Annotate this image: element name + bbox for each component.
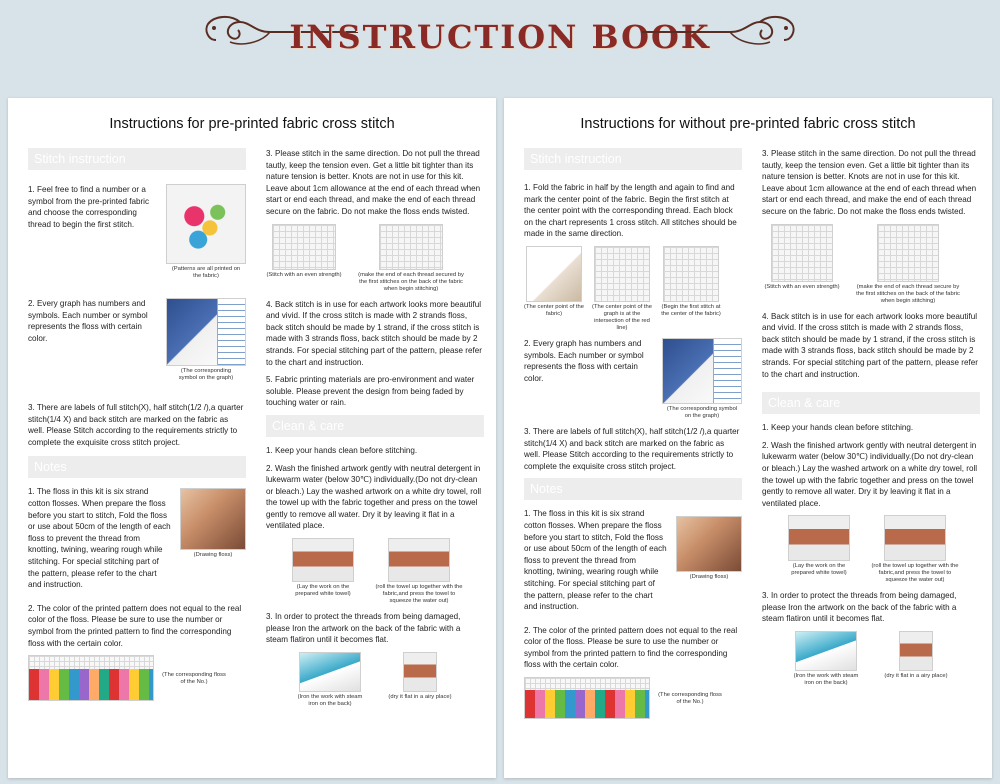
steam-iron-photo xyxy=(299,652,361,692)
stitch-step-2 xyxy=(524,338,742,420)
figure-caption: (The corresponding symbol on the graph) xyxy=(178,368,234,381)
figure-caption: (The corresponding symbol on the graph) xyxy=(666,405,738,419)
first-stitch-photo xyxy=(663,246,719,302)
floss-palette-photo xyxy=(524,677,650,719)
drawing-floss-photo xyxy=(180,488,246,550)
figure xyxy=(524,246,584,318)
figure xyxy=(662,338,742,420)
figure-caption: (Stitch with an even strength) xyxy=(266,271,342,278)
graph-chart-image xyxy=(662,338,742,404)
figure-row xyxy=(762,515,980,584)
figure-caption: (roll the towel up together with the fabric,and press the towel to squeeze the water out) xyxy=(871,563,959,584)
figure xyxy=(356,224,466,293)
step-text: 2. Every graph has numbers and symbols. Each number or symbol represents the floss with certain color. xyxy=(28,299,148,343)
section-heading-notes: Notes xyxy=(28,456,246,478)
right-flourish-icon xyxy=(640,10,800,50)
stitch-step-3b: 3. Please stitch in the same direction. Do not pull the thread tautly, keep the tension even. Get a little bit tighter than its nature tension is better. Knots are not in use for this kit. Leave about 1cm allowance at the end of each thread when start or end each thread, and make the end of each thread secure on the fabric. Do not make the floss ends twisted. xyxy=(266,149,481,216)
section-heading-clean: Clean & care xyxy=(266,415,484,437)
banner xyxy=(0,0,1000,92)
right-page-title: Instructions for without pre-printed fabric cross stitch xyxy=(580,116,916,132)
graph-chart-image xyxy=(166,298,246,366)
figure-caption: (Drawing floss) xyxy=(689,574,729,581)
stitch-step-4: 4. Back stitch is in use for each artwork looks more beautiful and vivid. If the cross stitch is made with 2 strands floss, back stitch should be made by 1 strand, if the cross stitch is made with 3 strands floss, back stitch should be made by 2 strands. For special stitching part of the pattern, please refer to the chart and instruction. xyxy=(266,299,482,367)
banner-title: INSTRUCTION BOOK xyxy=(289,18,711,56)
figure xyxy=(878,631,954,680)
towel-photo xyxy=(292,538,354,582)
stitch-step-2 xyxy=(28,298,246,382)
dry-flat-photo xyxy=(899,631,933,671)
clean-step-2: 2. Wash the finished artwork gently with neutral detergent in lukewarm water (below 30℃) individually.(Do not dry-clean or bleach.) Lay the washed artwork on a white dry towel, roll the towel up with the fabric together and press on the towel gently to remove all water. Dry it by leaving it flat in a ventilated place. xyxy=(762,440,978,508)
roll-towel-photo xyxy=(388,538,450,582)
floss-figure-row xyxy=(524,677,742,719)
graph-center-image xyxy=(594,246,650,302)
figure xyxy=(166,184,246,280)
stitch-step-5: 5. Fabric printing materials are pro-environment and water soluble. Please prevent the design from being faded by touching water or rain. xyxy=(266,375,475,408)
clean-step-1: 1. Keep your hands clean before stitching. xyxy=(762,423,914,433)
stitch-step-3: 3. There are labels of full stitch(X), half stitch(1/2 /),a quarter stitch(1/4 X) and back stitch are marked on the fabric as well. Please Stitch according to the requirements strictly to complete the exquisite cross stitch project. xyxy=(28,403,244,447)
figure-row xyxy=(266,538,484,605)
step-text: 2. Every graph has numbers and symbols. Each number or symbol represents the floss with certain color. xyxy=(524,338,644,383)
section-heading-stitch: Stitch instruction xyxy=(524,148,742,170)
step-text: 1. The floss in this kit is six strand cotton flosses. When prepare the floss before you start to stitch, Fold the floss or use about 50cm of the length of each floss to prevent the thread from knotting, twining, wearing rough while stitching. For special stitching part of the pattern, please refer to the chart and instruction. xyxy=(28,487,171,590)
notes-step-1 xyxy=(28,486,246,596)
clean-step-1: 1. Keep your hands clean before stitching. xyxy=(266,445,418,455)
thread-end-photo xyxy=(877,224,939,282)
figure-caption: (Lay the work on the prepared white towel) xyxy=(791,563,847,577)
figure xyxy=(382,652,458,701)
notes-step-2: 2. The color of the printed pattern does not equal to the real color of the floss. Please be sure to use the number or symbol from the printed pattern to find the corresponding floss with the certain color. xyxy=(524,625,738,670)
right-page xyxy=(504,98,992,778)
figure-caption: (make the end of each thread secured by the first stitches on the back of the fabric when begin stitching) xyxy=(358,271,464,292)
figure xyxy=(266,224,342,279)
left-column-b xyxy=(266,148,484,714)
even-stitch-photo xyxy=(771,224,833,282)
figure-caption: (The corresponding floss of the No.) xyxy=(162,672,226,686)
figure xyxy=(788,631,864,687)
left-page xyxy=(8,98,496,778)
even-stitch-photo xyxy=(272,224,336,270)
section-heading-clean: Clean & care xyxy=(762,392,980,414)
figure xyxy=(292,652,368,708)
figure-row xyxy=(524,246,742,332)
section-heading-notes: Notes xyxy=(524,478,742,500)
figure xyxy=(676,516,742,581)
section-heading-stitch: Stitch instruction xyxy=(28,148,246,170)
figure-row xyxy=(266,224,484,293)
thread-end-photo xyxy=(379,224,443,270)
figure-caption: (Stitch with an even strength) xyxy=(764,283,840,290)
figure-row xyxy=(266,652,484,708)
figure xyxy=(180,488,246,559)
figure-caption: (Lay the work on the prepared white towel) xyxy=(295,584,351,598)
notes-step-1 xyxy=(524,508,742,618)
figure xyxy=(856,224,960,305)
printed-fabric-photo xyxy=(166,184,246,264)
clean-step-2: 2. Wash the finished artwork gently with neutral detergent in lukewarm water (below 30℃) individually.(Do not dry-clean or bleach.) Lay the washed artwork on a white dry towel, roll the towel up with the fabric together and press on the towel gently to remove all water. Dry it by leaving it flat in a ventilated place. xyxy=(266,463,482,531)
dry-flat-photo xyxy=(403,652,437,692)
figure-caption: (make the end of each thread secure by the first stitches on the back of the fabric when begin stitching) xyxy=(856,283,960,304)
figure-row xyxy=(762,224,980,305)
right-column-b xyxy=(762,148,980,693)
figure xyxy=(286,538,360,598)
towel-photo xyxy=(788,515,850,561)
figure-caption: (dry it flat in a airy place) xyxy=(884,673,948,680)
stitch-step-3b: 3. Please stitch in the same direction. Do not pull the thread tautly, keep the tension even. Get a little bit tighter than its nature tension is better. Knots are not in use for this kit. Leave about 1cm allowance at the end of each thread when start or end each thread, and make the end of each thread secure on the fabric. Do not make the floss ends twisted. xyxy=(762,149,977,216)
drawing-floss-photo xyxy=(676,516,742,572)
figure xyxy=(166,298,246,382)
center-point-fabric-photo xyxy=(526,246,582,302)
step-text: 1. The floss in this kit is six strand cotton flosses. When prepare the floss before you start to stitch, Fold the floss or use about 50cm of the length of each floss to prevent the thread from knotting, twining, wearing rough while stitching. For special stitching part of the pattern, please refer to the chart and instruction. xyxy=(524,509,667,612)
figure-caption: (The center point of the graph is at the intersection of the red line) xyxy=(592,303,652,331)
clean-step-3: 3. In order to protect the threads from being damaged, please Iron the artwork on the back of the fabric with a steam flatiron until it becomes flat. xyxy=(762,591,957,624)
steam-iron-photo xyxy=(795,631,857,671)
left-column-a xyxy=(28,148,246,707)
figure-row xyxy=(762,631,980,687)
figure xyxy=(374,538,464,605)
right-column-a xyxy=(524,148,742,725)
notes-step-2: 2. The color of the printed pattern does not equal to the real color of the floss. Please be sure to use the number or symbol from the printed pattern to find the corresponding floss with the certain color. xyxy=(28,603,242,648)
figure-caption: (The center point of the fabric) xyxy=(524,303,584,317)
figure-caption: (Iron the work with steam iron on the back) xyxy=(793,673,859,687)
stitch-step-1: 1. Fold the fabric in half by the length and again to find and mark the center point of the fabric. Begin the first stitch at the center point with the corresponding thread. Each block on the chart represents 1 cross stitch. All stitches should be made in the same direction. xyxy=(524,183,737,239)
left-page-title: Instructions for pre-printed fabric cross stitch xyxy=(109,116,395,132)
figure xyxy=(762,224,842,291)
figure xyxy=(660,246,722,318)
stitch-step-3: 3. There are labels of full stitch(X), half stitch(1/2 /),a quarter stitch(1/4 X) and back stitch are marked on the fabric as well. Please Stitch according to the requirements strictly to complete the exquisite cross stitch project. xyxy=(524,426,740,471)
clean-step-3: 3. In order to protect the threads from being damaged, please Iron the artwork on the back of the fabric with a steam flatiron until it becomes flat. xyxy=(266,612,461,645)
stitch-step-1 xyxy=(28,184,246,280)
figure xyxy=(590,246,654,332)
figure-caption: (Drawing floss) xyxy=(193,552,233,559)
figure-caption: (The corresponding floss of the No.) xyxy=(658,692,722,706)
figure-caption: (dry it flat in a airy place) xyxy=(388,693,452,700)
figure xyxy=(870,515,960,584)
figure xyxy=(782,515,856,577)
figure-caption: (roll the towel up together with the fabric,and press the towel to squeeze the water out) xyxy=(375,584,463,605)
step-text: 1. Feel free to find a number or a symbol from the pre-printed fabric and choose the corresponding thread to begin the first stitch. xyxy=(28,185,150,229)
figure-caption: (Begin the first stitch at the center of the fabric) xyxy=(661,303,721,317)
roll-towel-photo xyxy=(884,515,946,561)
stitch-step-4: 4. Back stitch is in use for each artwork looks more beautiful and vivid. If the cross stitch is made with 2 strands floss, back stitch should be made by 1 strand, if the cross stitch is made with 3 strands floss, back stitch should be made by 2 strands. For special stitching part of the pattern, please refer to the chart and instruction. xyxy=(762,311,978,379)
figure-caption: (Iron the work with steam iron on the back) xyxy=(297,693,363,707)
floss-figure-row xyxy=(28,655,246,701)
floss-palette-photo xyxy=(28,655,154,701)
figure-caption: (Patterns are all printed on the fabric) xyxy=(171,266,241,279)
